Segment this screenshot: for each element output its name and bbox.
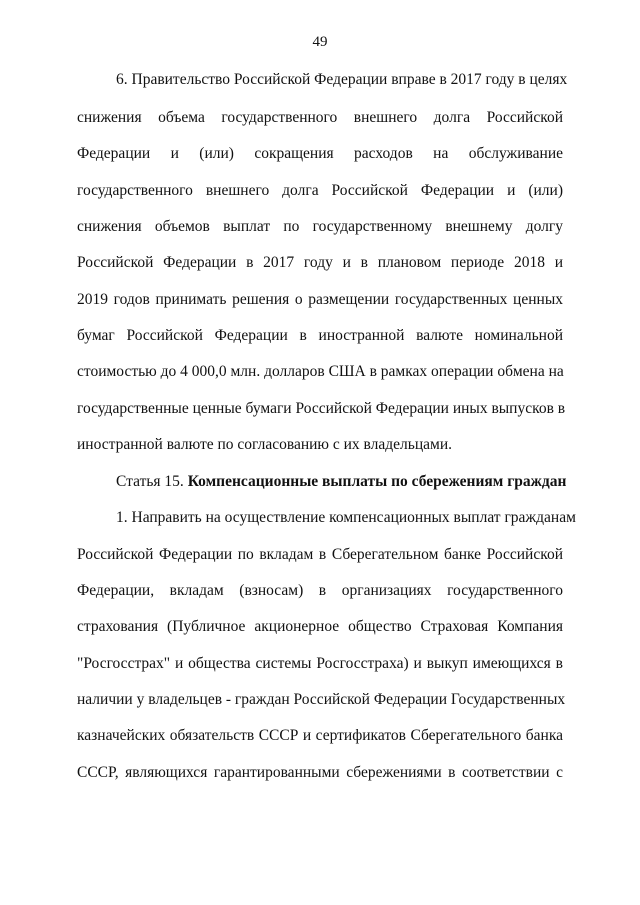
paragraph-line: снижения объема государственного внешнего долга Российской: [77, 109, 563, 126]
article-label: Статья 15.: [116, 473, 184, 490]
article-heading: [116, 472, 567, 492]
paragraph-line: стоимостью до 4 000,0 млн. долларов США в рамках операции обмена на: [77, 363, 564, 380]
paragraph-line: 1. Направить на осуществление компенсационных выплат гражданам: [116, 509, 576, 526]
page-number: 49: [312, 34, 328, 50]
article-title: Компенсационные выплаты по сбережениям граждан: [187, 473, 567, 490]
paragraph-line: государственные ценные бумаги Российской Федерации иных выпусков в: [77, 400, 566, 417]
paragraph-line: СССР, являющихся гарантированными сбережениями в соответствии с: [77, 764, 563, 781]
paragraph-line: "Росгосстрах" и общества системы Росгосстраха) и выкуп имеющихся в: [77, 655, 563, 672]
paragraph-line: бумаг Российской Федерации в иностранной валюте номинальной: [77, 327, 563, 344]
paragraph-line: Российской Федерации в 2017 году и в плановом периоде 2018 и: [77, 254, 563, 271]
paragraph-line: Российской Федерации по вкладам в Сберегательном банке Российской: [77, 546, 563, 563]
paragraph-line: иностранной валюте по согласованию с их владельцами.: [77, 436, 453, 453]
paragraph-line: казначейских обязательств СССР и сертификатов Сберегательного банка: [77, 727, 563, 744]
paragraph-line: страхования (Публичное акционерное общество Страховая Компания: [77, 618, 563, 635]
paragraph-line: Федерации и (или) сокращения расходов на обслуживание: [77, 145, 563, 162]
paragraph-line: наличии у владельцев - граждан Российской Федерации Государственных: [77, 691, 566, 708]
paragraph-line: государственного внешнего долга Российской Федерации и (или): [77, 182, 563, 199]
paragraph-line: 2019 годов принимать решения о размещении государственных ценных: [77, 291, 563, 308]
paragraph-line: Федерации, вкладам (взносам) в организациях государственного: [77, 582, 563, 599]
paragraph-line: 6. Правительство Российской Федерации вправе в 2017 году в целях: [116, 71, 568, 88]
paragraph-line: снижения объемов выплат по государственному внешнему долгу: [77, 218, 563, 235]
